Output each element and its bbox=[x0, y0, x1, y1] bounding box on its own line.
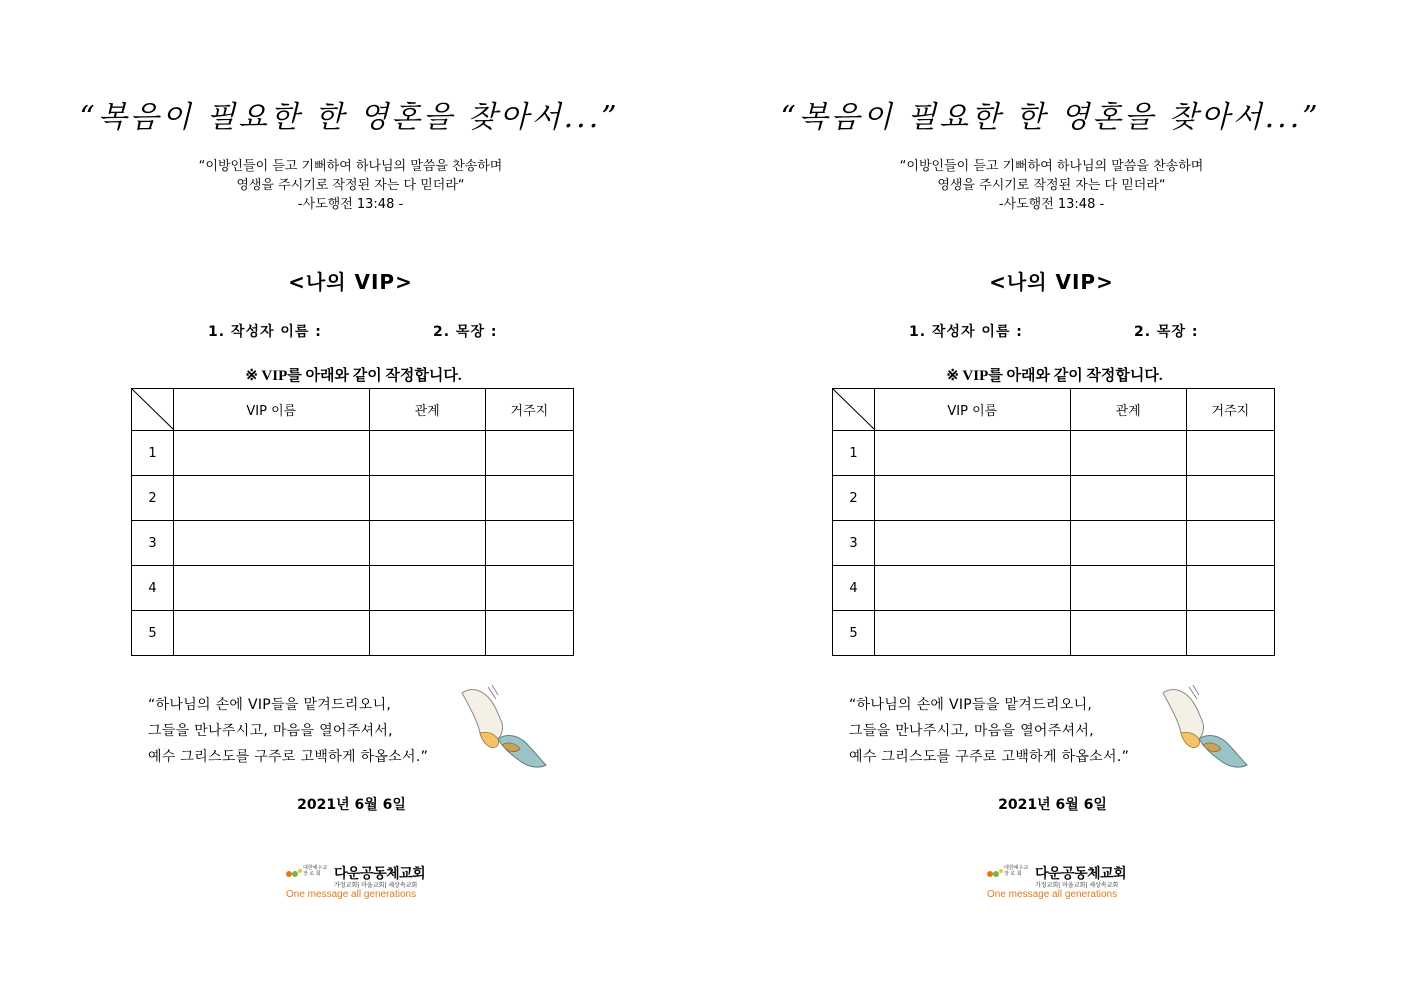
corner-cell bbox=[132, 389, 174, 431]
vip-name-cell[interactable] bbox=[875, 566, 1070, 611]
column-header-residence: 거주지 bbox=[485, 389, 573, 431]
prayer-text bbox=[148, 692, 428, 770]
denomination-text: 대한예수교 장 로 회 bbox=[303, 865, 328, 877]
row-number: 5 bbox=[132, 611, 174, 656]
residence-cell[interactable] bbox=[1186, 566, 1274, 611]
residence-cell[interactable] bbox=[1186, 521, 1274, 566]
row-number: 2 bbox=[833, 476, 875, 521]
church-logo bbox=[286, 863, 426, 905]
relationship-cell[interactable] bbox=[1070, 611, 1186, 656]
vip-name-cell[interactable] bbox=[174, 566, 369, 611]
page-title: “복음이 필요한 한 영혼을 찾아서...” bbox=[79, 100, 620, 135]
row-number: 3 bbox=[132, 521, 174, 566]
column-header-residence: 거주지 bbox=[1186, 389, 1274, 431]
prayer-line: 예수 그리스도를 구주로 고백하게 하옵소서.” bbox=[148, 749, 429, 765]
writer-name-label: 1. 작성자 이름 : bbox=[208, 324, 322, 340]
church-slogan: One message all generations bbox=[987, 889, 1118, 900]
prayer-line: 예수 그리스도를 구주로 고백하게 하옵소서.” bbox=[849, 749, 1130, 765]
vip-name-cell[interactable] bbox=[875, 611, 1070, 656]
relationship-cell[interactable] bbox=[1070, 476, 1186, 521]
date-text: 2021년 6월 6일 bbox=[297, 797, 406, 813]
relationship-cell[interactable] bbox=[1070, 431, 1186, 476]
sub-churches-text: 가정교회| 마을교회| 세상속교회 bbox=[1035, 882, 1119, 889]
denomination-text: 대한예수교 장 로 회 bbox=[1004, 865, 1029, 877]
prayer-text bbox=[849, 692, 1129, 770]
residence-cell[interactable] bbox=[1186, 611, 1274, 656]
church-name: 다운공동체교회 bbox=[1035, 866, 1127, 882]
table-row bbox=[833, 431, 1275, 476]
small-group-label: 2. 목장 : bbox=[433, 324, 498, 340]
scripture-verse bbox=[701, 157, 1402, 214]
row-number: 4 bbox=[132, 566, 174, 611]
residence-cell[interactable] bbox=[1186, 476, 1274, 521]
table-row bbox=[132, 566, 574, 611]
vip-name-cell[interactable] bbox=[174, 476, 369, 521]
row-number: 2 bbox=[132, 476, 174, 521]
table-header-row bbox=[833, 389, 1275, 431]
vip-name-cell[interactable] bbox=[875, 521, 1070, 566]
vip-table bbox=[131, 388, 574, 656]
table-row bbox=[132, 431, 574, 476]
verse-line: “이방인들이 듣고 기뻐하여 하나님의 말씀을 찬송하며 bbox=[198, 159, 503, 174]
prayer-line: “하나님의 손에 VIP들을 맡겨드리오니, bbox=[849, 697, 1093, 713]
instruction-text: ※ VIP를 아래와 같이 작정합니다. bbox=[946, 368, 1163, 384]
table-row bbox=[833, 521, 1275, 566]
church-name: 다운공동체교회 bbox=[334, 866, 426, 882]
praying-hands-illustration-icon bbox=[1159, 683, 1255, 771]
verse-reference: -사도행전 13:48 - bbox=[297, 197, 404, 212]
relationship-cell[interactable] bbox=[369, 521, 485, 566]
column-header-vip-name: VIP 이름 bbox=[174, 389, 369, 431]
table-header-row bbox=[132, 389, 574, 431]
table-row bbox=[833, 566, 1275, 611]
form-heading: <나의 VIP> bbox=[288, 270, 413, 294]
column-header-vip-name: VIP 이름 bbox=[875, 389, 1070, 431]
row-number: 3 bbox=[833, 521, 875, 566]
instruction-text: ※ VIP를 아래와 같이 작정합니다. bbox=[245, 368, 462, 384]
vip-name-cell[interactable] bbox=[875, 476, 1070, 521]
date-text: 2021년 6월 6일 bbox=[998, 797, 1107, 813]
verse-line: 영생을 주시기로 작정된 자는 다 믿더라“ bbox=[937, 178, 1166, 193]
vip-name-cell[interactable] bbox=[174, 431, 369, 476]
row-number: 1 bbox=[132, 431, 174, 476]
residence-cell[interactable] bbox=[485, 521, 573, 566]
vip-form-page-right bbox=[701, 0, 1402, 992]
table-row bbox=[132, 476, 574, 521]
diagonal-divider-icon bbox=[833, 389, 875, 430]
church-logo-mark-icon bbox=[987, 866, 1003, 878]
prayer-line: 그들을 만나주시고, 마음을 열어주셔서, bbox=[148, 723, 393, 739]
residence-cell[interactable] bbox=[485, 431, 573, 476]
diagonal-divider-icon bbox=[132, 389, 174, 430]
prayer-line: 그들을 만나주시고, 마음을 열어주셔서, bbox=[849, 723, 1094, 739]
table-row bbox=[833, 476, 1275, 521]
corner-cell bbox=[833, 389, 875, 431]
verse-line: 영생을 주시기로 작정된 자는 다 믿더라“ bbox=[236, 178, 465, 193]
relationship-cell[interactable] bbox=[1070, 521, 1186, 566]
residence-cell[interactable] bbox=[485, 566, 573, 611]
vip-table bbox=[832, 388, 1275, 656]
verse-line: “이방인들이 듣고 기뻐하여 하나님의 말씀을 찬송하며 bbox=[899, 159, 1204, 174]
relationship-cell[interactable] bbox=[1070, 566, 1186, 611]
scripture-verse bbox=[0, 157, 701, 214]
vip-name-cell[interactable] bbox=[174, 611, 369, 656]
church-logo bbox=[987, 863, 1127, 905]
row-number: 5 bbox=[833, 611, 875, 656]
table-row bbox=[833, 611, 1275, 656]
table-row bbox=[132, 611, 574, 656]
small-group-label: 2. 목장 : bbox=[1134, 324, 1199, 340]
column-header-relationship: 관계 bbox=[1070, 389, 1186, 431]
residence-cell[interactable] bbox=[485, 611, 573, 656]
relationship-cell[interactable] bbox=[369, 431, 485, 476]
writer-name-label: 1. 작성자 이름 : bbox=[909, 324, 1023, 340]
residence-cell[interactable] bbox=[1186, 431, 1274, 476]
relationship-cell[interactable] bbox=[369, 566, 485, 611]
church-logo-mark-icon bbox=[286, 866, 302, 878]
vip-name-cell[interactable] bbox=[174, 521, 369, 566]
prayer-line: “하나님의 손에 VIP들을 맡겨드리오니, bbox=[148, 697, 392, 713]
table-row bbox=[132, 521, 574, 566]
form-heading: <나의 VIP> bbox=[989, 270, 1114, 294]
page-title: “복음이 필요한 한 영혼을 찾아서...” bbox=[780, 100, 1321, 135]
vip-form-page-left bbox=[0, 0, 701, 992]
relationship-cell[interactable] bbox=[369, 476, 485, 521]
vip-name-cell[interactable] bbox=[875, 431, 1070, 476]
church-slogan: One message all generations bbox=[286, 889, 417, 900]
verse-reference: -사도행전 13:48 - bbox=[998, 197, 1105, 212]
row-number: 1 bbox=[833, 431, 875, 476]
praying-hands-illustration-icon bbox=[458, 683, 554, 771]
sub-churches-text: 가정교회| 마을교회| 세상속교회 bbox=[334, 882, 418, 889]
relationship-cell[interactable] bbox=[369, 611, 485, 656]
column-header-relationship: 관계 bbox=[369, 389, 485, 431]
residence-cell[interactable] bbox=[485, 476, 573, 521]
row-number: 4 bbox=[833, 566, 875, 611]
